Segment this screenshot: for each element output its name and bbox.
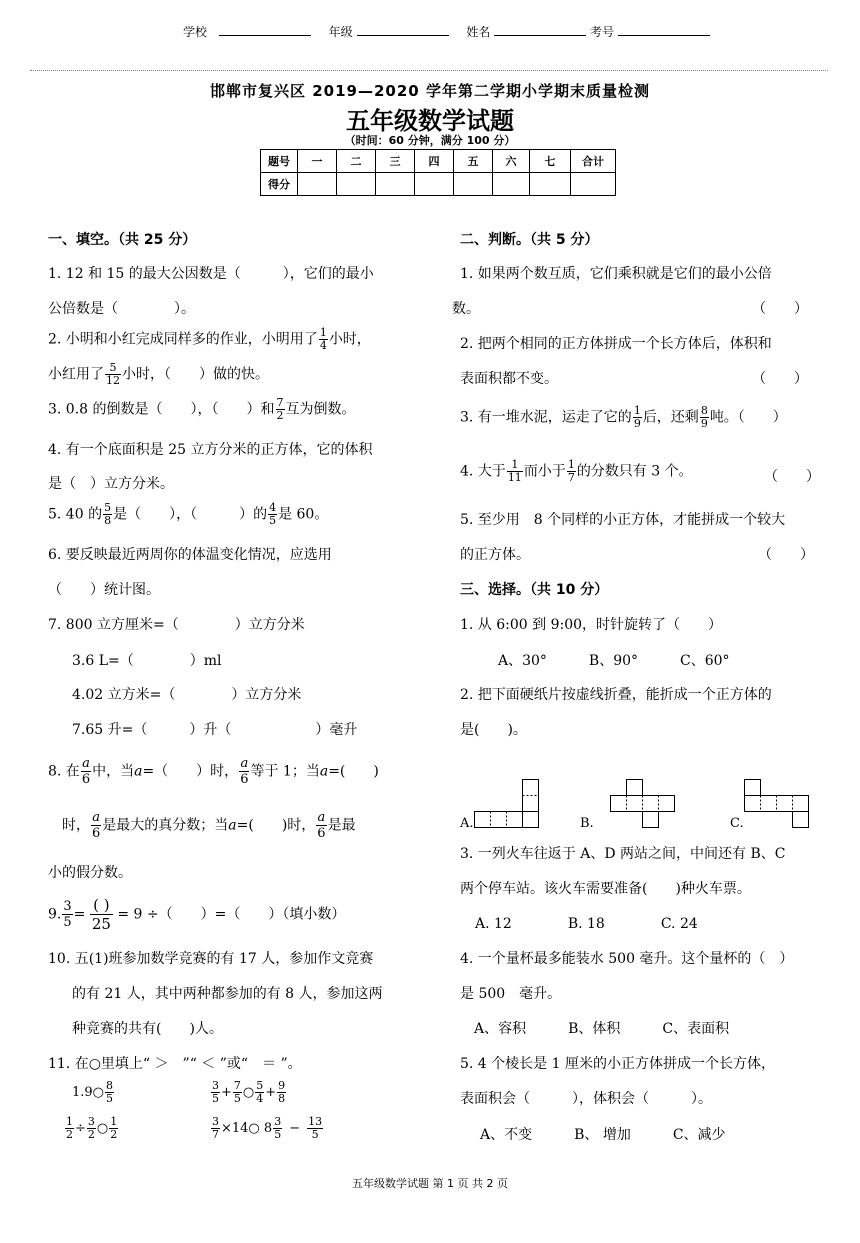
fraction-7-5 bbox=[233, 1080, 242, 1105]
compare-text: + bbox=[221, 1085, 232, 1100]
judge-4-text: 而小于 bbox=[523, 463, 566, 480]
variable-a: a bbox=[134, 763, 143, 780]
judge-2-line2: 表面积都不变。 bbox=[460, 371, 558, 387]
question-2-text: 小时，（ ）做的快。 bbox=[122, 366, 269, 383]
numerator: 9 bbox=[278, 1079, 286, 1092]
choice-1-options[interactable]: A、30° B、90° C、60° bbox=[498, 653, 730, 669]
question-5-text: 是 60。 bbox=[278, 506, 329, 523]
numerator: 8 bbox=[700, 404, 708, 417]
question-8-text: 是最 bbox=[327, 817, 356, 834]
score-entry[interactable] bbox=[571, 173, 616, 196]
numerator: a bbox=[240, 756, 249, 771]
choice-5-options[interactable]: A、不变 B、 增加 C、减少 bbox=[480, 1127, 726, 1143]
denominator: 5 bbox=[269, 514, 277, 527]
score-cell: 一 bbox=[298, 150, 337, 173]
question-8-text: =（ ）时， bbox=[142, 763, 239, 780]
fraction-3-7 bbox=[211, 1116, 220, 1141]
fraction-3-2 bbox=[87, 1116, 96, 1141]
denominator: 2 bbox=[110, 1128, 118, 1141]
question-7-line4: 7.65 升=（ ）升（ ）毫升 bbox=[72, 722, 358, 738]
question-8-text: =( ) bbox=[328, 763, 379, 780]
denominator: 5 bbox=[311, 1128, 319, 1141]
compare-3 bbox=[64, 1116, 119, 1141]
denominator: 9 bbox=[633, 417, 641, 430]
denominator: 4 bbox=[319, 339, 327, 352]
question-2-text: 小时， bbox=[328, 331, 371, 348]
score-cell: 得分 bbox=[261, 173, 298, 196]
section-2-title: 二、判断。（共 5 分） bbox=[460, 232, 599, 248]
numerator: 3 bbox=[87, 1115, 95, 1128]
judge-1-line2: 数。 bbox=[452, 301, 480, 317]
question-10-line3: 种竞赛的共有( )人。 bbox=[72, 1021, 223, 1037]
fraction-1-2 bbox=[109, 1116, 118, 1141]
judge-4-answer[interactable]: （ ） bbox=[764, 469, 820, 485]
denominator: 5 bbox=[63, 915, 72, 930]
denominator: 5 bbox=[212, 1092, 219, 1105]
choice-4-line2: 是 500 毫升。 bbox=[460, 986, 562, 1002]
denominator: 6 bbox=[81, 772, 91, 787]
question-8-text: 中，当 bbox=[92, 763, 135, 780]
judge-3 bbox=[460, 405, 787, 430]
numerator: 3 bbox=[212, 1079, 219, 1092]
school-blank[interactable] bbox=[219, 23, 311, 36]
fraction-4-5 bbox=[268, 502, 277, 527]
denominator: 6 bbox=[317, 826, 326, 841]
denominator: 4 bbox=[256, 1092, 264, 1105]
question-2-text: 小红用了 bbox=[48, 366, 104, 383]
denominator: 5 bbox=[274, 1128, 282, 1141]
numerator: a bbox=[317, 810, 326, 825]
denominator: 11 bbox=[507, 471, 522, 484]
fraction-1-2 bbox=[65, 1116, 74, 1141]
score-cell: 题号 bbox=[261, 150, 298, 173]
question-5-text: 5. 40 的 bbox=[48, 506, 103, 523]
question-1-line2: 公倍数是（ ）。 bbox=[48, 301, 195, 317]
compare-circle[interactable]: ○ bbox=[96, 1121, 109, 1136]
question-8-text: 时， bbox=[62, 817, 90, 834]
denominator: 8 bbox=[278, 1092, 286, 1105]
cube-net-a-figure[interactable] bbox=[474, 778, 540, 828]
exam-title-line1: 邯郸市复兴区 2019—2020 学年第二学期小学期末质量检测 bbox=[210, 82, 650, 100]
question-8-line1 bbox=[48, 756, 379, 787]
choice-5-line1: 5. 4 个棱长是 1 厘米的小正方体拼成一个长方体， bbox=[460, 1056, 775, 1072]
denominator: 2 bbox=[66, 1128, 73, 1141]
question-7-line2: 3.6 L=（ ）ml bbox=[72, 653, 222, 669]
judge-4-text: 4. 大于 bbox=[460, 463, 506, 480]
compare-text: + bbox=[265, 1085, 277, 1100]
question-9 bbox=[48, 896, 345, 933]
compare-4 bbox=[210, 1116, 324, 1141]
choice-3-line1: 3. 一列火车往返于 A、D 两站之间，中间还有 B、C bbox=[460, 846, 786, 862]
denominator: 7 bbox=[567, 471, 575, 484]
question-5 bbox=[48, 502, 328, 527]
score-entry[interactable] bbox=[298, 173, 337, 196]
judge-3-text[interactable]: 吨。（ ） bbox=[709, 409, 787, 426]
denominator: 2 bbox=[87, 1128, 95, 1141]
denominator: 5 bbox=[106, 1092, 114, 1105]
compare-text: ×14○ 8 bbox=[221, 1121, 273, 1136]
numerator: 13 bbox=[308, 1115, 323, 1128]
compare-1 bbox=[72, 1080, 115, 1105]
question-2-line2 bbox=[48, 362, 269, 387]
fraction-7-2 bbox=[276, 397, 285, 422]
cube-net-c-figure[interactable] bbox=[744, 778, 810, 828]
fraction-a-6 bbox=[91, 810, 101, 841]
numerator: 3 bbox=[274, 1115, 282, 1128]
score-cell: 二 bbox=[337, 150, 376, 173]
question-8-line3: 小的假分数。 bbox=[48, 865, 132, 881]
judge-4 bbox=[460, 459, 693, 484]
numerator: 1 bbox=[66, 1115, 73, 1128]
compare-text: ÷ bbox=[75, 1121, 86, 1136]
school-label: 学校 bbox=[183, 25, 208, 39]
numerator: 1 bbox=[319, 326, 327, 339]
fraction-5-8 bbox=[103, 502, 112, 527]
question-9-text: = 9 ÷（ ）=（ ）（填小数） bbox=[117, 906, 346, 923]
exam-time-note: （时间：60 分钟，满分 100 分） bbox=[344, 134, 516, 147]
compare-text: 1.9○ bbox=[72, 1085, 105, 1100]
fraction-8-9 bbox=[700, 405, 709, 430]
numerator: 3 bbox=[212, 1115, 219, 1128]
score-cell: 合计 bbox=[571, 150, 616, 173]
judge-2-answer[interactable]: （ ） bbox=[752, 371, 808, 387]
question-8-text: 等于 1；当 bbox=[250, 763, 320, 780]
score-table bbox=[260, 149, 616, 196]
question-4-line2: 是（ ）立方分米。 bbox=[48, 476, 174, 492]
fraction-1-7 bbox=[567, 459, 576, 484]
score-cell: 七 bbox=[530, 150, 571, 173]
numerator: 7 bbox=[276, 396, 284, 409]
question-3 bbox=[48, 397, 356, 422]
fraction-3-5 bbox=[62, 899, 72, 930]
judge-3-text: 后，还剩 bbox=[642, 409, 699, 426]
section-1-title: 一、填空。（共 25 分） bbox=[48, 232, 197, 248]
exam-no-blank[interactable] bbox=[618, 23, 710, 36]
exam-title-main: 五年级数学试题 bbox=[346, 107, 514, 135]
net-option-a-label[interactable]: A. bbox=[460, 816, 474, 831]
score-cell: 四 bbox=[415, 150, 454, 173]
judge-1-answer[interactable]: （ ） bbox=[752, 301, 808, 317]
numerator: a bbox=[82, 756, 90, 771]
numerator: 5 bbox=[104, 501, 112, 514]
judge-5-answer[interactable]: （ ） bbox=[758, 547, 814, 563]
question-9-text: 9. bbox=[48, 906, 62, 923]
section-3-title: 三、选择。（共 10 分） bbox=[460, 582, 609, 598]
fraction-13-5 bbox=[307, 1116, 323, 1141]
page-footer: 五年级数学试题 第 1 页 共 2 页 bbox=[352, 1177, 508, 1190]
score-cell: 三 bbox=[376, 150, 415, 173]
choice-2-line1: 2. 把下面硬纸片按虚线折叠，能折成一个正方体的 bbox=[460, 687, 772, 703]
score-entry[interactable] bbox=[454, 173, 493, 196]
fraction-3-5 bbox=[211, 1080, 220, 1105]
numerator: 3 bbox=[63, 899, 72, 914]
question-3-text: 互为倒数。 bbox=[285, 401, 356, 418]
numerator: 7 bbox=[233, 1079, 241, 1092]
score-entry[interactable] bbox=[337, 173, 376, 196]
score-entry[interactable] bbox=[415, 173, 454, 196]
judge-2-line1: 2. 把两个相同的正方体拼成一个长方体后，体积和 bbox=[460, 336, 772, 352]
judge-3-text: 3. 有一堆水泥，运走了它的 bbox=[460, 409, 632, 426]
question-4-line1: 4. 有一个底面积是 25 立方分米的正方体，它的体积 bbox=[48, 442, 373, 458]
numerator: 5 bbox=[105, 362, 121, 375]
fraction-a-6 bbox=[316, 810, 326, 841]
net-option-c-label[interactable]: C. bbox=[730, 816, 744, 831]
fraction-5-4 bbox=[255, 1080, 264, 1105]
fraction-3-5 bbox=[273, 1116, 282, 1141]
question-3-text: 3. 0.8 的倒数是（ ），（ ）和 bbox=[48, 401, 275, 418]
judge-5-line2: 的正方体。 bbox=[460, 547, 530, 563]
denominator: 2 bbox=[276, 409, 284, 422]
choice-5-line2: 表面积会（ ），体积会（ ）。 bbox=[460, 1091, 712, 1107]
score-entry[interactable] bbox=[530, 173, 571, 196]
denominator: 8 bbox=[104, 514, 112, 527]
judge-4-text: 的分数只有 3 个。 bbox=[576, 463, 693, 480]
denominator: 5 bbox=[233, 1092, 241, 1105]
question-8-line2 bbox=[62, 810, 356, 841]
question-2-text: 2. 小明和小红完成同样多的作业，小明用了 bbox=[48, 331, 318, 348]
question-11: 11. 在○里填上“ ＞ ”“ ＜ ”或“ ＝ ”。 bbox=[48, 1056, 302, 1072]
numerator-blank[interactable]: ( ) bbox=[90, 896, 113, 915]
compare-2 bbox=[210, 1080, 287, 1105]
fraction-1-9 bbox=[633, 405, 642, 430]
fraction-1-11 bbox=[507, 459, 523, 484]
choice-3-options[interactable]: A. 12 B. 18 C. 24 bbox=[475, 916, 698, 932]
exam-no-label: 考号 bbox=[590, 25, 615, 39]
score-entry[interactable] bbox=[376, 173, 415, 196]
numerator: 1 bbox=[110, 1115, 118, 1128]
question-5-text: 是（ ），（ ）的 bbox=[113, 506, 268, 523]
fraction-a-6 bbox=[239, 756, 249, 787]
question-6-line2: （ ）统计图。 bbox=[48, 582, 160, 598]
choice-4-line1: 4. 一个量杯最多能装水 500 毫升。这个量杯的（ ） bbox=[460, 951, 794, 967]
numerator: 1 bbox=[507, 459, 523, 472]
question-7-line1: 7. 800 立方厘米=（ ）立方分米 bbox=[48, 617, 305, 633]
compare-circle[interactable]: ○ bbox=[242, 1085, 255, 1100]
fraction-5-12 bbox=[105, 362, 121, 387]
variable-a: a bbox=[228, 817, 237, 834]
name-blank[interactable] bbox=[494, 23, 586, 36]
fraction-8-5 bbox=[105, 1080, 114, 1105]
question-10-line1: 10. 五(1)班参加数学竞赛的有 17 人，参加作文竞赛 bbox=[48, 951, 374, 967]
denominator: 9 bbox=[700, 417, 708, 430]
score-table-score-row bbox=[261, 173, 616, 196]
question-8-text: =( )时， bbox=[236, 817, 316, 834]
fraction-blank-25 bbox=[90, 896, 113, 933]
numerator: 1 bbox=[633, 404, 641, 417]
numerator: a bbox=[92, 810, 101, 825]
question-10-line2: 的有 21 人，其中两种都参加的有 8 人，参加这两 bbox=[72, 986, 383, 1002]
net-option-b-label[interactable]: B. bbox=[580, 816, 594, 831]
grade-label: 年级 bbox=[328, 25, 353, 39]
score-table-header-row bbox=[261, 150, 616, 173]
score-entry[interactable] bbox=[493, 173, 530, 196]
judge-5-line1: 5. 至少用 8 个同样的小正方体，才能拼成一个较大 bbox=[460, 512, 786, 528]
question-8-text: 8. 在 bbox=[48, 763, 80, 780]
numerator: 1 bbox=[567, 458, 575, 471]
denominator: 25 bbox=[91, 915, 111, 933]
choice-1: 1. 从 6:00 到 9:00，时针旋转了（ ） bbox=[460, 617, 723, 633]
score-cell: 五 bbox=[454, 150, 493, 173]
choice-2-line2: 是( )。 bbox=[460, 722, 527, 738]
name-label: 姓名 bbox=[466, 25, 491, 39]
score-cell: 六 bbox=[493, 150, 530, 173]
question-6-line1: 6. 要反映最近两周你的体温变化情况，应选用 bbox=[48, 547, 332, 563]
numerator: 5 bbox=[256, 1079, 264, 1092]
choice-3-line2: 两个停车站。该火车需要准备( )种火车票。 bbox=[460, 881, 751, 897]
fraction-9-8 bbox=[277, 1080, 286, 1105]
question-8-text: 是最大的真分数；当 bbox=[102, 817, 229, 834]
fraction-a-6 bbox=[81, 756, 91, 787]
question-1-line1: 1. 12 和 15 的最大公因数是（ ），它们的最小 bbox=[48, 266, 374, 282]
variable-a: a bbox=[319, 763, 329, 780]
denominator: 6 bbox=[240, 772, 249, 787]
cube-net-b-figure[interactable] bbox=[610, 778, 676, 828]
numerator: 8 bbox=[106, 1079, 114, 1092]
denominator: 7 bbox=[212, 1128, 219, 1141]
numerator: 4 bbox=[269, 501, 277, 514]
seal-dotted-line bbox=[30, 70, 828, 71]
question-9-text: = bbox=[73, 906, 86, 923]
judge-1-line1: 1. 如果两个数互质，它们乘积就是它们的最小公倍 bbox=[460, 266, 772, 282]
denominator: 6 bbox=[92, 826, 101, 841]
denominator: 12 bbox=[106, 374, 120, 387]
compare-text: − bbox=[289, 1121, 301, 1136]
grade-blank[interactable] bbox=[357, 23, 449, 36]
question-7-line3: 4.02 立方米=（ ）立方分米 bbox=[72, 687, 302, 703]
question-2-line1 bbox=[48, 327, 371, 352]
fraction-1-4 bbox=[319, 327, 328, 352]
choice-4-options[interactable]: A、容积 B、体积 C、表面积 bbox=[474, 1021, 730, 1037]
header-info-line bbox=[183, 23, 710, 40]
